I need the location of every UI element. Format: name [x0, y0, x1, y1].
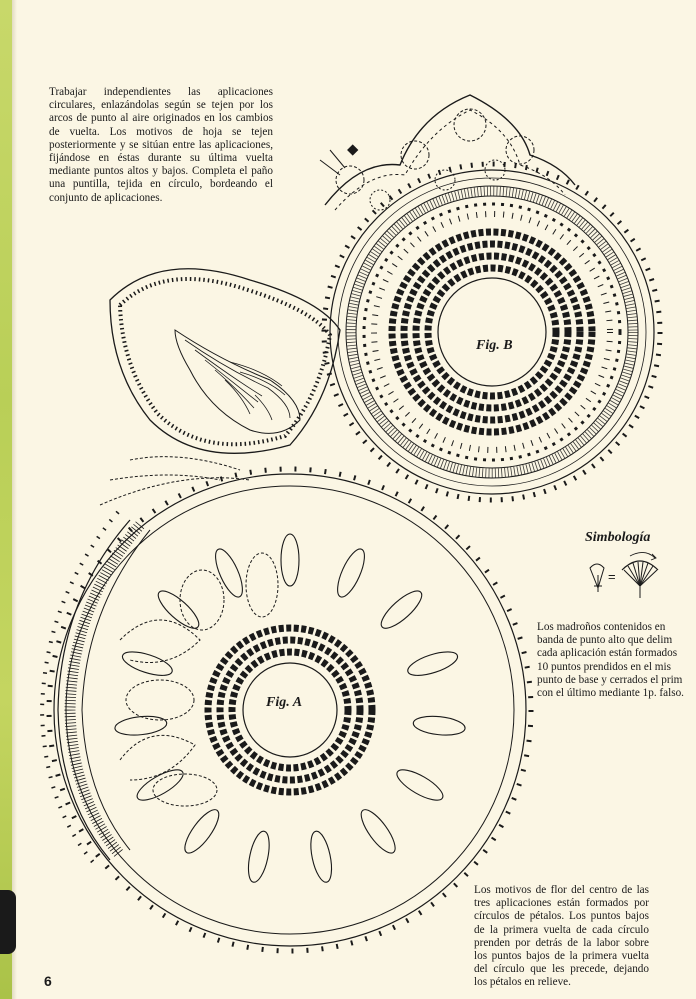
symbology-title: Simbología [585, 530, 651, 545]
fig-b-bead-ring-4 [428, 268, 556, 396]
fig-a-label: Fig. A [266, 695, 303, 710]
page-number: 6 [44, 973, 52, 989]
symbol-diagram [590, 552, 658, 598]
leaf-motif [110, 269, 340, 480]
flower-motif-note: Los motivos de flor del centro de las tres aplicaciones están formados por círculos de pétalos. Los puntos bajos de la primera vuelta de cada círculo prenden por detrás de la labor sobre los puntos bajos de la primera vuelta del círculo que les precede, dejando los pétalos en relieve. [474, 884, 649, 989]
fig-b-label: Fig. B [476, 338, 513, 353]
fig-b-bead-ring-3 [416, 256, 568, 408]
fig-b-band-inner [356, 196, 628, 468]
symbology-equals: = [608, 569, 616, 584]
fig-b-outer-ring [330, 170, 654, 494]
intro-paragraph: Trabajar independientes las aplicaciones circulares, enlazándolas según se tejen por los arcos de punto al aire originados en los cambios de vuelta. Los motivos de hoja se tejen posteriormente y se sitúan entre las aplicaciones, fijándose en éstas durante su última vuelta mediante puntos altos y bajos. Completa el paño una puntilla, tejida en círculo, bordeando el conjunto de aplicaciones. [49, 86, 273, 204]
symbology-text: Los madroños contenidos en banda de punto alto que delim cada aplicación están formados 10 puntos prendidos en el mis punto de base y cerrados el prim con el último mediante 1p. falso. [537, 621, 684, 700]
madrono-symbol [590, 564, 604, 592]
fig-b-tassel-ring [374, 214, 610, 450]
madrono-expanded-symbol [622, 552, 658, 598]
fig-b-bead-ring-1 [392, 232, 592, 432]
fig-b-outer-ring-inner [338, 178, 646, 486]
fig-b-center-ring [438, 278, 546, 386]
fig-b-diagram [324, 164, 660, 500]
